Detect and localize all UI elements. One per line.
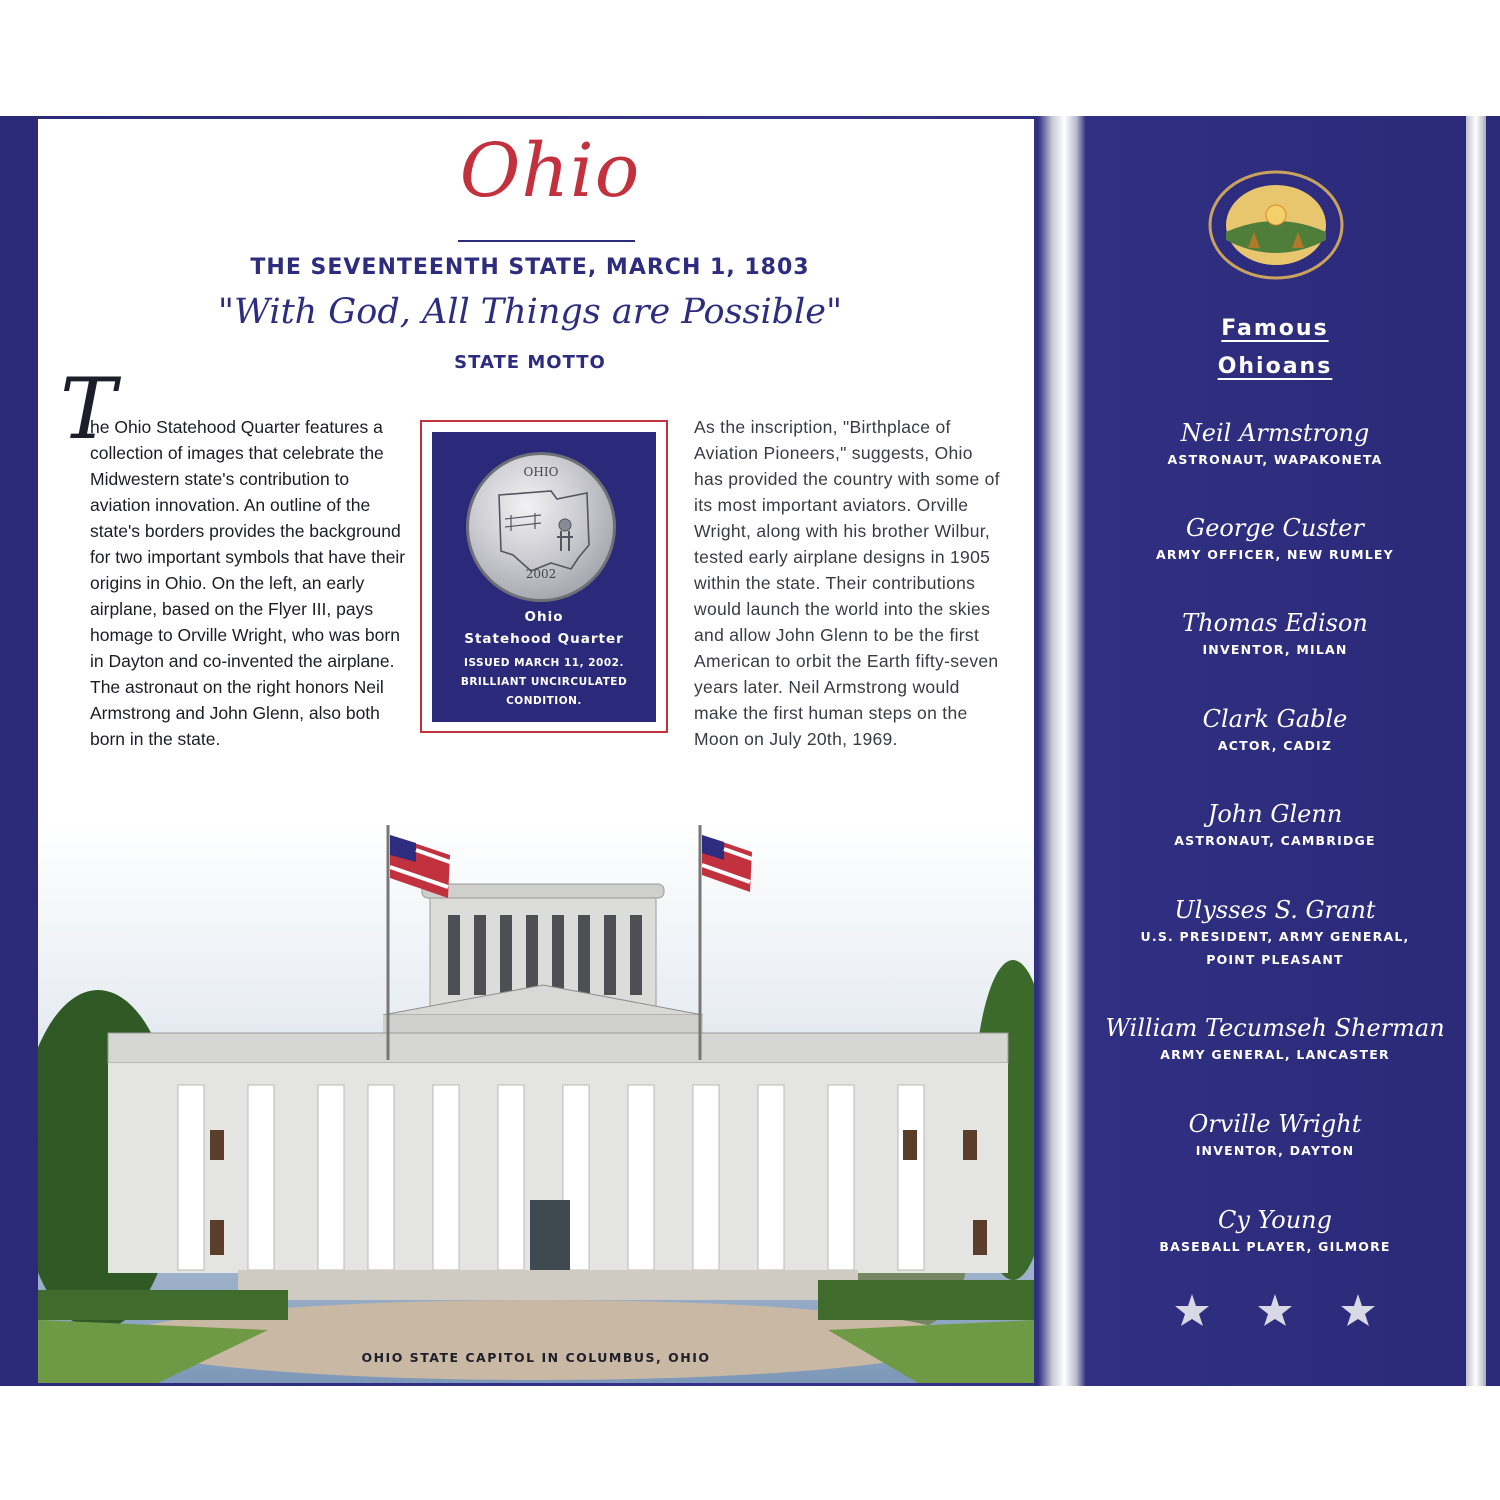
person-entry <box>1100 1013 1450 1066</box>
stars-decoration <box>1150 1290 1400 1330</box>
person-name: William Tecumseh Sherman <box>1105 1014 1445 1042</box>
person-name: Clark Gable <box>1202 705 1348 733</box>
inscription-paragraph: As the inscription, "Birthplace of Aviation Pioneers," suggests, Ohio has provided the country with some of its most important aviators. Orville Wright, along with his brother Wilbur, tested early airplane designs in 1905 within the state. Their contributions would launch the world into the skies and allow John Glenn to be the first American to orbit the Earth fifty-seven years later. Neil Armstrong would make the first human steps on the Moon on July 20th, 1969. <box>694 417 1000 749</box>
coin-card-title-line2: Statehood Quarter <box>464 631 624 647</box>
silver-edge <box>1466 116 1486 1386</box>
person-entry <box>1100 799 1450 852</box>
page-title: Ohio <box>459 128 641 214</box>
coin-card-note-line3: CONDITION. <box>506 695 582 707</box>
person-role: ARMY OFFICER, NEW RUMLEY <box>1156 547 1394 562</box>
motto-label: STATE MOTTO <box>454 352 606 373</box>
person-name: George Custer <box>1186 514 1364 542</box>
statehood-subtitle: THE SEVENTEENTH STATE, MARCH 1, 1803 <box>250 255 810 280</box>
person-name: Neil Armstrong <box>1180 419 1370 447</box>
person-role: ARMY GENERAL, LANCASTER <box>1160 1047 1390 1062</box>
coin-year: 2002 <box>525 567 557 581</box>
person-role: ACTOR, CADIZ <box>1217 738 1333 753</box>
silver-divider <box>1038 116 1086 1386</box>
person-entry <box>1100 418 1450 471</box>
person-entry <box>1100 1205 1450 1258</box>
coin-card-title-line1: Ohio <box>524 609 564 625</box>
drop-cap: T <box>60 360 117 458</box>
person-name: Ulysses S. Grant <box>1174 896 1376 924</box>
person-name: Cy Young <box>1217 1206 1333 1234</box>
person-name: Orville Wright <box>1188 1110 1362 1138</box>
star-icon <box>1341 1294 1375 1326</box>
famous-heading-line2: Ohioans <box>1217 354 1333 379</box>
person-role: INVENTOR, MILAN <box>1202 642 1348 657</box>
person-entry <box>1100 1109 1450 1162</box>
ohio-outline-icon <box>491 485 595 575</box>
intro-paragraph: he Ohio Statehood Quarter features a collection of images that celebrate the Midwestern state's contribution to aviation innovation. An outline of the state's borders provides the background for two important symbols that have their origins in Ohio. On the left, an early airplane, based on the Flyer III, pays homage to Orville Wright, who was born in Dayton and co-invented the airplane. The astronaut on the right honors Neil Armstrong and John Glenn, also both born in the state. <box>90 417 406 749</box>
ohio-seal-icon <box>1208 170 1344 280</box>
person-role: BASEBALL PLAYER, GILMORE <box>1159 1239 1391 1254</box>
coin-card-title <box>432 606 656 650</box>
person-entry <box>1100 513 1450 566</box>
person-entry <box>1100 608 1450 661</box>
star-icon <box>1258 1294 1292 1326</box>
famous-heading-line1: Famous <box>1221 316 1329 341</box>
person-role: INVENTOR, DAYTON <box>1195 1143 1355 1158</box>
person-name: Thomas Edison <box>1182 609 1368 637</box>
famous-ohioans-heading <box>1130 310 1420 386</box>
coin-card-note-line2: BRILLIANT UNCIRCULATED <box>460 676 628 688</box>
coin-state-label: OHIO <box>523 465 559 479</box>
state-motto: "With God, All Things are Possible" <box>217 292 843 332</box>
person-role: U.S. PRESIDENT, ARMY GENERAL, POINT PLEASANT <box>1140 929 1410 967</box>
person-role: ASTRONAUT, CAMBRIDGE <box>1174 833 1376 848</box>
person-name: John Glenn <box>1207 800 1343 828</box>
coin-card-note-line1: ISSUED MARCH 11, 2002. <box>464 657 624 669</box>
person-entry <box>1100 704 1450 757</box>
person-entry <box>1100 895 1450 971</box>
star-icon <box>1175 1294 1209 1326</box>
ohio-quarter-coin <box>466 452 616 602</box>
title-rule <box>458 240 635 242</box>
person-role: ASTRONAUT, WAPAKONETA <box>1167 452 1383 467</box>
photo-caption: OHIO STATE CAPITOL IN COLUMBUS, OHIO <box>361 1350 711 1365</box>
coin-card-note <box>432 654 656 711</box>
capitol-photo <box>38 820 1034 1383</box>
